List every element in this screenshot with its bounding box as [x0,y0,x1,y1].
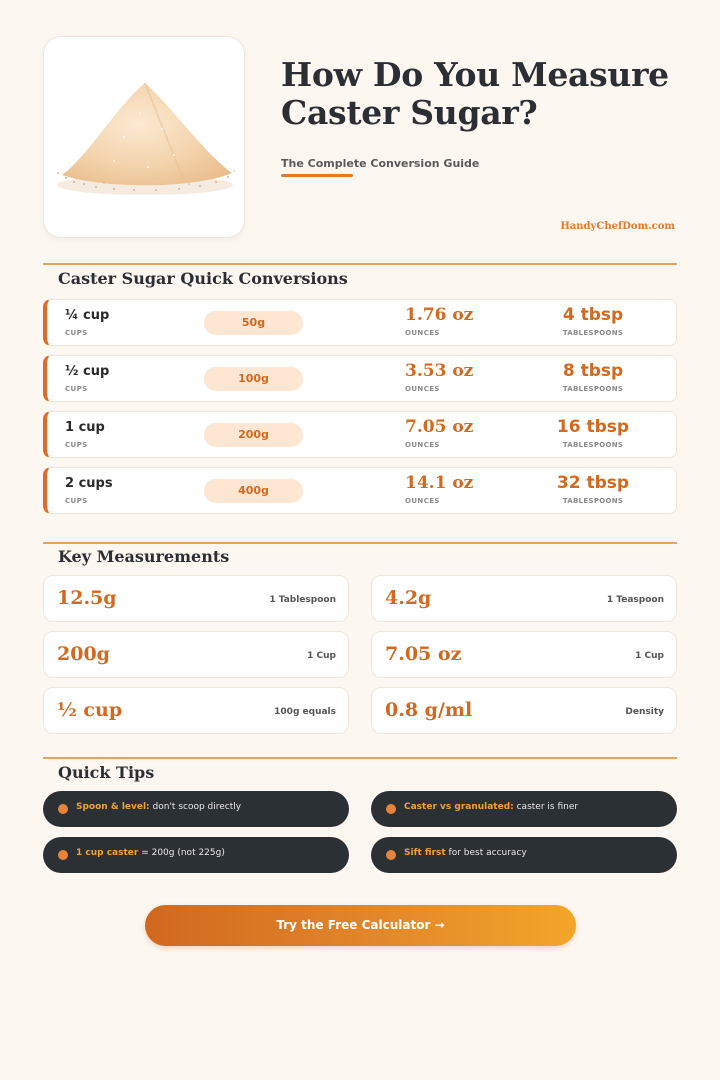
tip-highlight: Sift first [404,848,446,858]
ounces-label: OUNCES [405,497,440,505]
ounces-value: 3.53 oz [405,361,474,381]
tip-body: don't scoop directly [149,802,242,812]
tip-highlight: Caster vs granulated: [404,802,514,812]
key-measurement-card [43,575,349,622]
page-subtitle: The Complete Conversion Guide [281,157,480,170]
tip-body: for best accuracy [445,848,527,858]
try-calculator-button[interactable]: Try the Free Calculator → [145,905,576,946]
cups-label: CUPS [65,385,88,393]
ounces-value: 14.1 oz [405,473,474,493]
tip-pill [371,791,677,827]
tip-text [76,802,241,812]
conversions-heading: Caster Sugar Quick Conversions [58,269,348,288]
ounces-label: OUNCES [405,441,440,449]
quick-tips-heading: Quick Tips [58,763,155,782]
cups-value: 1 cup [65,420,105,435]
key-measurement-card [371,687,677,734]
key-label: 1 Tablespoon [269,595,336,605]
brand-link[interactable]: HandyChefDom.com [560,221,675,232]
tip-pill [43,837,349,873]
tip-highlight: 1 cup caster [76,848,139,858]
key-measurement-card [371,575,677,622]
tip-text [404,848,527,858]
ounces-value: 1.76 oz [405,305,474,325]
key-measurement-card [43,687,349,734]
key-value: 0.8 g/ml [385,699,473,721]
key-value: ½ cup [57,699,123,721]
tip-pill [43,791,349,827]
key-measurement-card [43,631,349,678]
tablespoons-label: TABLESPOONS [562,497,624,505]
bullet-dot-icon [58,804,68,814]
tablespoons-label: TABLESPOONS [562,385,624,393]
key-label: 1 Teaspoon [606,595,664,605]
key-label: Density [625,707,664,717]
ounces-label: OUNCES [405,385,440,393]
grams-pill: 200g [204,423,303,447]
section-divider [43,263,677,265]
conversion-row [43,411,677,458]
ounces-label: OUNCES [405,329,440,337]
tablespoons-label: TABLESPOONS [562,441,624,449]
tablespoons-label: TABLESPOONS [562,329,624,337]
tip-body: caster is finer [513,802,579,812]
section-divider [43,757,677,759]
cups-value: ¼ cup [65,308,110,323]
cups-label: CUPS [65,497,88,505]
sugar-image-card [43,36,245,238]
section-divider [43,542,677,544]
key-measurements-heading: Key Measurements [58,547,230,566]
bullet-dot-icon [58,850,68,860]
subtitle-underline [281,174,353,177]
conversion-row [43,467,677,514]
grams-pill: 400g [204,479,303,503]
cups-value: ½ cup [65,364,110,379]
sugar-pile-image [44,37,245,238]
key-value: 12.5g [57,587,117,609]
cups-label: CUPS [65,441,88,449]
tip-text [404,802,578,812]
key-value: 7.05 oz [385,643,462,665]
tip-pill [371,837,677,873]
key-value: 4.2g [385,587,432,609]
key-label: 1 Cup [307,651,336,661]
ounces-value: 7.05 oz [405,417,474,437]
conversion-row [43,299,677,346]
key-label: 1 Cup [635,651,664,661]
cups-value: 2 cups [65,476,113,491]
page-title: How Do You Measure Caster Sugar? [281,55,669,132]
grams-pill: 50g [204,311,303,335]
tip-body: = 200g (not 225g) [138,848,225,858]
tablespoons-value: 8 tbsp [562,361,624,381]
tablespoons-value: 4 tbsp [562,305,624,325]
grams-pill: 100g [204,367,303,391]
key-value: 200g [57,643,110,665]
tablespoons-value: 16 tbsp [556,417,630,437]
tablespoons-value: 32 tbsp [556,473,630,493]
cups-label: CUPS [65,329,88,337]
tip-text [76,848,225,858]
key-measurement-card [371,631,677,678]
bullet-dot-icon [386,804,396,814]
key-label: 100g equals [274,707,336,717]
tip-highlight: Spoon & level: [76,802,150,812]
conversion-row [43,355,677,402]
bullet-dot-icon [386,850,396,860]
